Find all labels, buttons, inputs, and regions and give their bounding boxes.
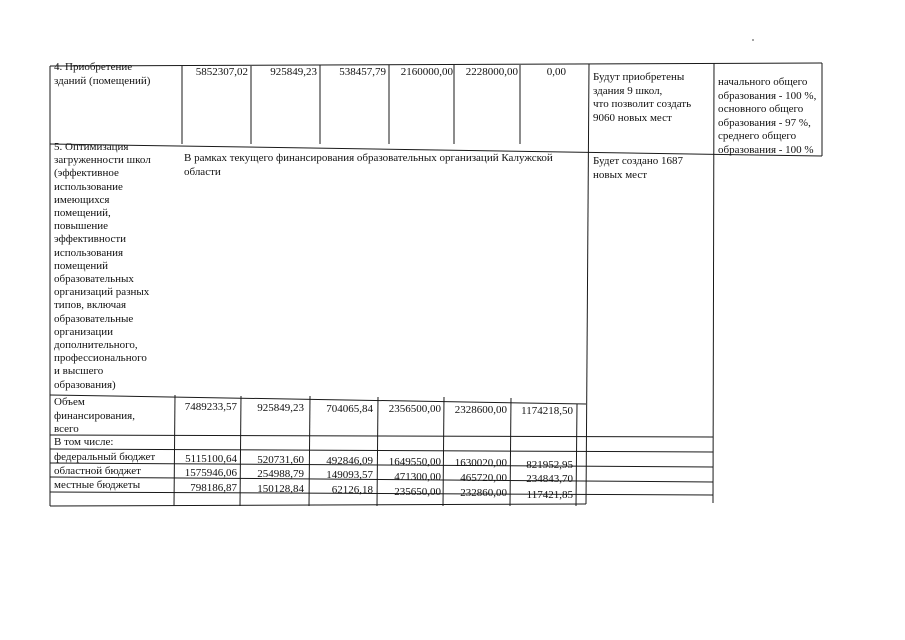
budget-federal-y2: 492846,09 — [326, 455, 373, 467]
budget-local-y3: 235650,00 — [394, 486, 441, 498]
total-value-y4: 2328600,00 — [454, 404, 507, 416]
budget-federal-y5: 821952,95 — [526, 459, 573, 471]
budget-local-label: местные бюджеты — [54, 479, 141, 491]
budget-local-y4: 232860,00 — [460, 487, 507, 499]
total-value-y1: 925849,23 — [257, 402, 304, 414]
row5-result: Будет создано 1687 новых мест — [593, 155, 684, 181]
budget-regional-y2: 149093,57 — [326, 469, 373, 481]
row4-name: 4. Приобретение зданий (помещений) — [54, 61, 151, 87]
budget-local-total: 798186,87 — [190, 482, 237, 494]
row4-indicator: начального общего образования - 100 %, основного общего образования - 97 %, среднего общего образования - 100 % — [718, 76, 817, 156]
budget-regional-y4: 465720,00 — [460, 472, 507, 484]
row4-value-y3: 2160000,00 — [400, 66, 453, 78]
budget-federal-total: 5115100,64 — [185, 453, 237, 465]
row4-value-total: 5852307,02 — [195, 66, 248, 78]
budget-federal-y3: 1649550,00 — [388, 456, 441, 468]
budget-regional-y3: 471300,00 — [394, 471, 441, 483]
budget-local-y5: 117421,85 — [526, 489, 573, 501]
total-value-y3: 2356500,00 — [388, 403, 441, 415]
budget-federal-y1: 520731,60 — [257, 454, 304, 466]
total-value-total: 7489233,57 — [184, 401, 237, 413]
row4-value-y5: 0,00 — [546, 66, 566, 78]
row4-value-y2: 538457,79 — [339, 66, 386, 78]
budget-federal-y4: 1630020,00 — [454, 457, 507, 469]
including-label: В том числе: — [54, 436, 114, 448]
row4-value-y4: 2228000,00 — [465, 66, 518, 78]
row5-name: 5. Оптимизация загруженности школ (эффективное использование имеющихся помещений, повышение эффективности использования помещений образовательных организаций разных типов, включая образовательные организации дополнительного, профессионального и высшего образования) — [54, 141, 151, 391]
total-label: Объем финансирования, всего — [54, 396, 135, 435]
row4-value-y1: 925849,23 — [270, 66, 317, 78]
budget-regional-y1: 254988,79 — [257, 468, 304, 480]
total-value-y2: 704065,84 — [326, 403, 373, 415]
row5-financing: В рамках текущего финансирования образовательных организаций Калужской области — [184, 152, 553, 178]
budget-local-y1: 150128,84 — [257, 483, 304, 495]
row4-result: Будут приобретены здания 9 школ, что позволит создать 9060 новых мест — [593, 71, 692, 124]
budget-federal-label: федеральный бюджет — [54, 451, 156, 463]
budget-local-y2: 62126,18 — [331, 484, 373, 496]
budget-regional-total: 1575946,06 — [184, 467, 237, 479]
budget-regional-y5: 234843,70 — [526, 473, 573, 485]
total-value-y5: 1174218,50 — [521, 405, 573, 417]
budget-regional-label: областной бюджет — [54, 465, 141, 477]
